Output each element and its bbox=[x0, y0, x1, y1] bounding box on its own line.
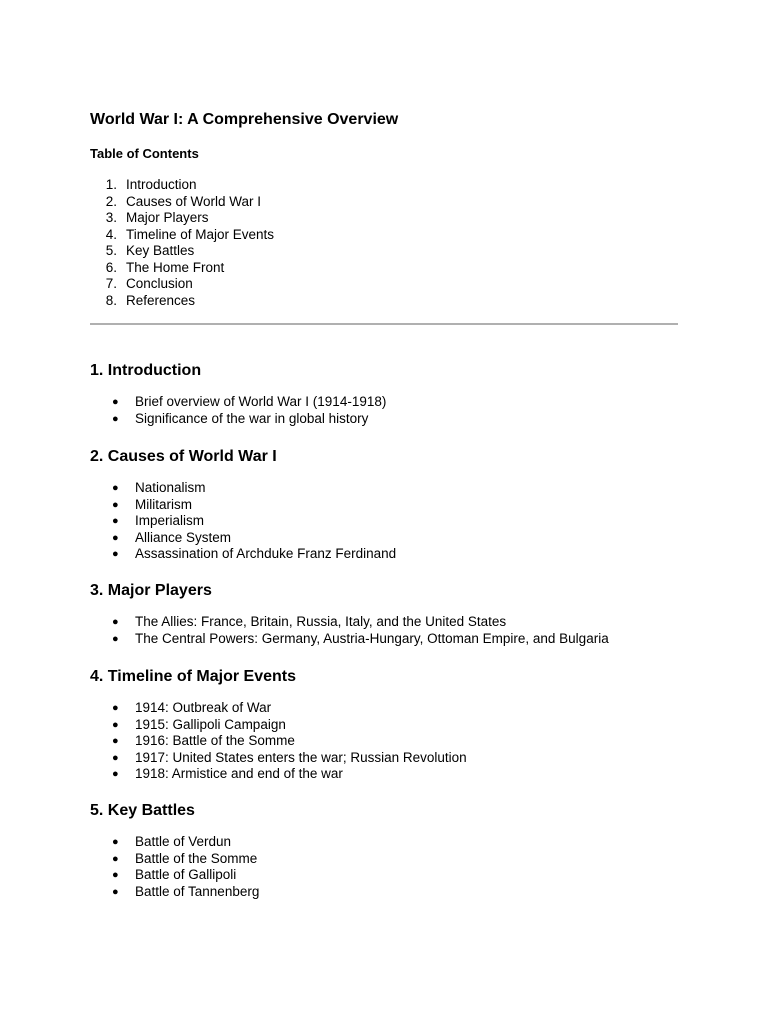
bullet-icon: ● bbox=[112, 735, 119, 747]
list-item bbox=[90, 834, 259, 851]
toc-item-references[interactable] bbox=[90, 293, 274, 310]
list-item bbox=[90, 851, 259, 868]
toc-item-introduction[interactable] bbox=[90, 177, 274, 194]
list-item-text: Alliance System bbox=[135, 529, 232, 545]
bullet-icon: ● bbox=[112, 616, 119, 628]
section-heading: 4. Timeline of Major Events bbox=[90, 668, 296, 685]
list-item-text: The Central Powers: Germany, Austria-Hungary, Ottoman Empire, and Bulgaria bbox=[135, 630, 609, 646]
section-major-players bbox=[90, 581, 609, 647]
list-item bbox=[90, 766, 467, 783]
toc-item-major-players[interactable] bbox=[90, 210, 274, 227]
bullet-list bbox=[90, 700, 467, 783]
toc-item-conclusion[interactable] bbox=[90, 276, 274, 293]
list-item bbox=[90, 700, 467, 717]
section-causes bbox=[90, 447, 396, 563]
list-item bbox=[90, 546, 396, 563]
bullet-icon: ● bbox=[112, 412, 119, 425]
bullet-list bbox=[90, 614, 609, 647]
list-item bbox=[90, 394, 386, 411]
bullet-list bbox=[90, 480, 396, 563]
bullet-icon: ● bbox=[112, 702, 119, 714]
toc-item-number: 3. bbox=[105, 210, 117, 225]
toc-item-label[interactable]: Conclusion bbox=[126, 276, 193, 291]
list-item-text: Battle of the Somme bbox=[135, 850, 258, 866]
toc-item-number: 5. bbox=[105, 243, 117, 258]
list-item-text: Imperialism bbox=[135, 513, 205, 528]
list-item bbox=[90, 614, 609, 631]
list-item bbox=[90, 884, 259, 901]
list-item-text: 1914: Outbreak of War bbox=[135, 700, 272, 715]
toc-item-key-battles[interactable] bbox=[90, 243, 274, 260]
horizontal-divider bbox=[90, 323, 678, 325]
list-item-text: Militarism bbox=[135, 496, 192, 512]
section-heading: 2. Causes of World War I bbox=[90, 448, 277, 465]
list-item bbox=[90, 480, 396, 497]
toc-item-number: 4. bbox=[105, 226, 117, 242]
bullet-list bbox=[90, 394, 386, 427]
list-item-text: Assassination of Archduke Franz Ferdinand bbox=[135, 546, 397, 561]
toc-item-number: 2. bbox=[105, 193, 117, 209]
bullet-icon: ● bbox=[112, 852, 119, 865]
section-timeline bbox=[90, 667, 467, 783]
list-item bbox=[90, 631, 609, 648]
toc-item-number: 7. bbox=[105, 276, 117, 291]
list-item bbox=[90, 513, 396, 530]
toc-item-number: 1. bbox=[105, 177, 117, 192]
list-item bbox=[90, 750, 467, 767]
list-item-text: The Allies: France, Britain, Russia, Italy, and the United States bbox=[135, 614, 507, 629]
section-key-battles bbox=[90, 801, 259, 900]
bullet-icon: ● bbox=[112, 632, 119, 645]
toc-item-home-front[interactable] bbox=[90, 260, 274, 277]
bullet-icon: ● bbox=[112, 531, 119, 544]
bullet-icon: ● bbox=[112, 498, 119, 511]
bullet-icon: ● bbox=[112, 718, 119, 731]
list-item-text: Nationalism bbox=[135, 480, 206, 495]
toc-item-label[interactable]: The Home Front bbox=[126, 259, 225, 275]
toc-item-number: 6. bbox=[105, 259, 117, 275]
toc-item-label[interactable]: Causes of World War I bbox=[126, 193, 262, 209]
bullet-icon: ● bbox=[112, 768, 119, 780]
list-item-text: 1918: Armistice and end of the war bbox=[135, 766, 343, 781]
bullet-icon: ● bbox=[112, 482, 119, 494]
list-item-text: 1916: Battle of the Somme bbox=[135, 733, 295, 748]
section-heading: 1. Introduction bbox=[90, 362, 202, 379]
toc-item-causes[interactable] bbox=[90, 194, 274, 211]
list-item-text: Brief overview of World War I (1914-1918) bbox=[135, 394, 387, 409]
toc-item-label[interactable]: References bbox=[126, 292, 196, 308]
toc-item-label[interactable]: Key Battles bbox=[126, 243, 195, 258]
section-heading: 5. Key Battles bbox=[90, 802, 195, 819]
bullet-icon: ● bbox=[112, 515, 119, 527]
bullet-icon: ● bbox=[112, 836, 119, 848]
list-item-text: 1915: Gallipoli Campaign bbox=[135, 716, 286, 732]
list-item-text: 1917: United States enters the war; Russian Revolution bbox=[135, 749, 467, 765]
list-item bbox=[90, 867, 259, 884]
list-item-text: Battle of Gallipoli bbox=[135, 867, 237, 882]
list-item-text: Battle of Tannenberg bbox=[135, 883, 260, 899]
list-item bbox=[90, 411, 386, 428]
list-item bbox=[90, 717, 467, 734]
toc-heading: Table of Contents bbox=[90, 146, 199, 161]
section-heading: 3. Major Players bbox=[90, 582, 212, 599]
toc-item-label[interactable]: Major Players bbox=[126, 210, 209, 225]
list-item bbox=[90, 497, 396, 514]
bullet-icon: ● bbox=[112, 885, 119, 898]
section-introduction bbox=[90, 361, 386, 427]
list-item-text: Significance of the war in global history bbox=[135, 410, 369, 426]
bullet-icon: ● bbox=[112, 396, 119, 408]
toc-item-number: 8. bbox=[105, 292, 117, 308]
list-item-text: Battle of Verdun bbox=[135, 834, 232, 849]
list-item bbox=[90, 530, 396, 547]
toc-item-label[interactable]: Timeline of Major Events bbox=[126, 226, 275, 242]
bullet-icon: ● bbox=[112, 751, 119, 764]
bullet-icon: ● bbox=[112, 548, 119, 560]
bullet-icon: ● bbox=[112, 869, 119, 881]
bullet-list bbox=[90, 834, 259, 900]
list-item bbox=[90, 733, 467, 750]
table-of-contents bbox=[90, 177, 274, 309]
toc-item-label[interactable]: Introduction bbox=[126, 177, 197, 192]
document-title: World War I: A Comprehensive Overview bbox=[90, 111, 399, 128]
toc-item-timeline[interactable] bbox=[90, 227, 274, 244]
